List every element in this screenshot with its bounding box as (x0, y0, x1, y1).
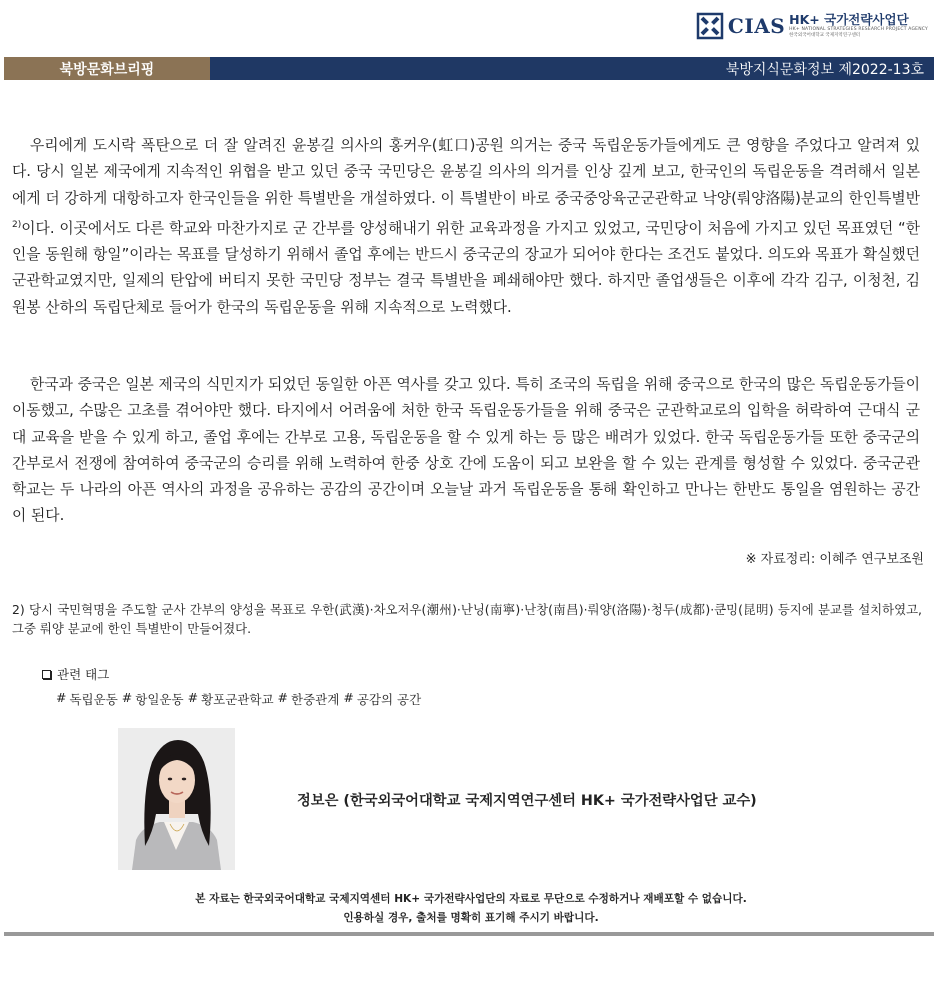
series-label: 북방문화브리핑 (4, 57, 210, 80)
tag-list (56, 690, 425, 708)
logo-subtitle: HK+ NATIONAL STRATEGIES RESEARCH PROJECT AGENCY (789, 27, 928, 33)
logo-subtitle-korean: 한국외국어대학교 국제지역연구센터 (789, 32, 861, 38)
tags-heading-label: 관련 태그 (57, 667, 110, 682)
author-line: 정보은 (한국외국어대학교 국제지역연구센터 HK+ 국가전략사업단 교수) (297, 793, 757, 809)
tag-item[interactable]: 한중관계 (291, 692, 340, 707)
author-portrait-icon (118, 728, 235, 870)
tags-heading (42, 665, 109, 683)
body-paragraph-1 (12, 133, 920, 321)
footnote: 2) 당시 국민혁명을 주도할 군사 간부의 양성을 목표로 우한(武漢)·차오저우(潮州)·난닝(南寧)·난창(南昌)·뤄양(洛陽)·청두(成都)·쿤밍(昆明) 등지에 분교를 설치하였고, 그중 뤄양 분교에 한인 특별반이 만들어졌다. (12, 602, 922, 636)
author-photo (118, 728, 235, 870)
tag-item[interactable]: 황포군관학교 (201, 692, 274, 707)
tag-item[interactable]: 항일운동 (135, 692, 184, 707)
tag-item[interactable]: 독립운동 (69, 692, 118, 707)
bottom-divider (4, 932, 934, 936)
credit-line: ※ 자료정리: 이혜주 연구보조원 (745, 552, 924, 567)
paragraph-1-continued: 이다. 이곳에서도 다른 학교와 마찬가지로 군 간부를 양성해내기 위한 교육과정을 가지고 있었고, 국민당이 처음에 가지고 있던 목표였던 “한인을 동원해 항일”이라는 목표를 달성하기 위해서 졸업 후에는 반드시 중국군의 장교가 되어야 한다는 조건도 붙었다. 의도와 목표가 확실했던 군관학교였지만, 일제의 탄압에 버티지 못한 국민당 정부는 결국 특별반을 폐쇄해야만 했다. 하지만 졸업생들은 이후에 각각 김구, 이청천, 김원봉 산하의 독립단체로 들어가 한국의 독립운동을 위해 지속적으로 노력했다. (12, 219, 920, 316)
tag-item[interactable]: 공감의 공간 (356, 692, 422, 707)
hash-icon: # (56, 690, 67, 705)
header-bar (4, 57, 934, 80)
hash-icon: # (343, 690, 354, 705)
hash-icon: # (187, 690, 199, 705)
logo-title: HK+ 국가전략사업단 (789, 11, 909, 27)
paragraph-1-text: 우리에게 도시락 폭탄으로 더 잘 알려진 윤봉길 의사의 홍커우(虹口)공원 의거는 중국 독립운동가들에게도 큰 영향을 주었다고 알려져 있다. 당시 일본 제국에게 지속적인 위협을 받고 있던 중국 국민당은 윤봉길 의사의 의거를 인상 깊게 보고, 한국인의 독립운동을 격려해서 일본에게 더 강하게 대항하고자 한국인들을 위한 특별반을 개설하였다. 이 특별반이 바로 중국중앙육군군관학교 낙양(뤄양洛陽)분교의 한인특별반 (12, 137, 920, 207)
issue-label: 북방지식문화정보 제2022-13호 (210, 57, 934, 80)
cias-logo-icon (696, 12, 724, 40)
logo-wordmark: CIAS (727, 14, 786, 38)
brand-logo (696, 12, 928, 40)
body-paragraph-2: 한국과 중국은 일본 제국의 식민지가 되었던 동일한 아픈 역사를 갖고 있다. 특히 조국의 독립을 위해 중국으로 한국의 많은 독립운동가들이 이동했고, 수많은 고초를 겪어야만 했다. 타지에서 어려움에 처한 한국 독립운동가들을 위해 중국은 군관학교로의 입학을 허락하여 근대식 군대 교육을 받을 수 있게 하고, 졸업 후에는 간부로 고용, 독립운동을 할 수 있게 하는 등 많은 배려가 있었다. 한국 독립운동가들 또한 중국군의 간부로서 전쟁에 참여하여 중국군의 승리를 위해 노력하여 한중 상호 간에 도움이 되고 보완을 할 수 있는 관계를 형성할 수 있었다. 중국군관학교는 두 나라의 아픈 역사의 과정을 공유하는 공감의 공간이며 오늘날 과거 독립운동을 통해 확인하고 만나는 한반도 통일을 염원하는 공간이 된다. (12, 376, 920, 525)
hash-icon: # (121, 690, 133, 705)
notice-line-1: 본 자료는 한국외국어대학교 국제지역센터 HK+ 국가전략사업단의 자료로 무단으로 수정하거나 재배포할 수 없습니다. (195, 893, 747, 905)
checkbox-bullet-icon (42, 670, 51, 679)
notice-line-2: 인용하실 경우, 출처를 명확히 표기해 주시기 바랍니다. (343, 912, 599, 924)
hash-icon: # (277, 690, 289, 705)
copyright-notice (0, 890, 942, 928)
footnote-reference[interactable]: 2) (12, 219, 22, 230)
